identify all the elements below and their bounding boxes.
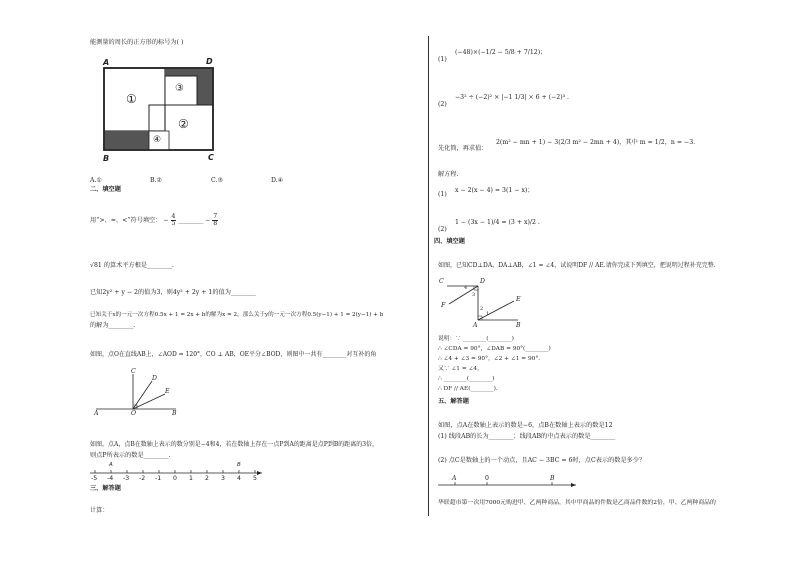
compare-prefix: 用“>、=、<”符号填空：	[90, 217, 162, 224]
calc-1-expression: (−48)×(−1/2 − 5/8 + 7/12)；	[455, 49, 547, 56]
numline-tick-3: 3	[221, 475, 225, 482]
angle-label-e: E	[165, 388, 170, 395]
section-4-heading: 四、填空题	[434, 238, 465, 245]
proof-line-4: 又∵ ∠1 = ∠4，	[438, 366, 483, 372]
section-3-heading: 三、解答题	[90, 485, 121, 492]
proof-label-f: F	[441, 302, 446, 309]
proof-line-3: ∴ ∠4 + ∠3 = 90°，∠2 + ∠1 = 90°.	[438, 356, 541, 362]
simplify-expression: 2(m² − mn + 1) − 3(2/3 m² − 2mn + 4)，其中 m = 1/2，n = −3.	[496, 139, 696, 146]
numline-tick-m3: -3	[123, 475, 130, 482]
numline-tick-1: 1	[189, 475, 193, 482]
proof-angle-3: 3	[472, 292, 476, 298]
compare-fraction-a: $\frac{4}{5}$	[171, 213, 176, 227]
solve-2-label: (2)	[438, 226, 447, 233]
proof-line-6: ∴ DF // AE(________).	[438, 386, 498, 392]
square-3-label: ③	[175, 83, 184, 94]
equation-question-line1: 已知关于x的一元一次方程0.5x + 1 = 2x + b的解为x = 2，那么关于y的一元一次方程0.5(y−1) + 1 = 2(y−1) + b	[90, 312, 384, 318]
proof-line-5: ∴ ________(________)	[438, 376, 495, 382]
section-2-heading: 二、填空题	[90, 186, 121, 193]
section-5-heading: 五、解答题	[438, 398, 469, 405]
angle-label-b: B	[172, 410, 177, 417]
choice-b: B.②	[150, 177, 163, 184]
proof-label-d: D	[480, 278, 485, 285]
square-2-label: ②	[178, 117, 189, 131]
numline2-label-0: 0	[485, 475, 489, 482]
sqrt-question: √81 的算术平方根是________.	[90, 262, 174, 269]
proof-label-a: A	[473, 322, 478, 329]
proof-angle-2: 2	[480, 306, 484, 312]
numline-question-line2: 则点P所表示的数是________.	[90, 452, 171, 459]
compare-minus-a: −	[163, 217, 169, 224]
last-question: 华联超市第一次用7000元购进甲、乙两种商品，其中甲商品的件数是乙商品件数的2倍，甲、乙两种商品的	[438, 500, 716, 506]
proof-line-1: 说明：∵ ________(________)	[438, 336, 514, 342]
choice-c: C.③	[211, 177, 224, 184]
numline-tick-0: 0	[173, 475, 177, 482]
numline-tick-m2: -2	[139, 475, 146, 482]
angle-label-d: D	[152, 375, 157, 382]
square-question: 能测量的周长的正方形的标号为( )	[90, 39, 184, 46]
numline-tick-2: 2	[205, 475, 209, 482]
answer-sub-2: (2) 点C是数轴上的一个动点，且AC − 3BC = 6时，点C表示的数是多少？	[438, 457, 646, 464]
numline-tick-m5: -5	[91, 475, 98, 482]
square-label-b: B	[103, 154, 110, 163]
numline-tick-5: 5	[253, 475, 257, 482]
numline2-label-b: B	[550, 475, 555, 482]
calc-2-expression: −3² ÷ (−2)² × |−1 1/3| × 6 + (−2)³ .	[455, 94, 570, 101]
square-1-label: ①	[126, 92, 137, 106]
solve-1-expression: x − 2(x − 4) = 3(1 − x)；	[455, 187, 534, 194]
answer-question: 如图，点A在数轴上表示的数是−6，点B在数轴上表示的数是12	[438, 422, 613, 429]
square-label-c: C	[208, 153, 214, 162]
numline-point-b: B	[237, 462, 241, 468]
proof-question: 如图，已知CD⊥DA，DA⊥AB，∠1 = ∠4，试说明DF // AE.请你完成下列填空，把说明过程补充完整.	[438, 262, 716, 269]
calc-heading: 计算：	[90, 507, 109, 514]
calc-1-label: (1)	[438, 56, 447, 63]
compare-fraction-b: $\frac{7}{8}$	[213, 213, 218, 227]
poly-question: 已知2y² + y − 2的值为3，则4y² + 2y + 1的值为________	[90, 289, 256, 296]
numline-tick-m4: -4	[107, 475, 114, 482]
solve-2-expression: 1 − (3x − 1)/4 = (3 + x)/2 .	[455, 219, 540, 226]
angle-label-a: A	[94, 410, 99, 417]
angle-label-c: C	[131, 368, 136, 375]
proof-label-b: B	[516, 322, 521, 329]
equation-question-line2: 的解为________.	[90, 322, 136, 329]
numline-point-a: A	[109, 462, 113, 468]
numline-question-line1: 如图，点A，点B在数轴上表示的数分别是−4和4，若在数轴上存在一点P到A的距离是点P到B的距离的3倍，	[90, 441, 379, 448]
proof-angle-1: 1	[486, 311, 490, 317]
proof-line-2: ∴ ∠CDA = 90°，∠DAB = 90°(________)	[438, 346, 551, 352]
square-4-label: ④	[153, 135, 162, 145]
angle-question: 如图，点O在直线AB上，∠AOD = 120°，CO ⊥ AB，OE平分∠BOD，则图中一共有________对互补的角	[90, 351, 377, 358]
angle-label-o: O	[131, 410, 137, 417]
simplify-prefix: 先化简，再求值：	[438, 145, 488, 152]
proof-label-c: C	[439, 278, 444, 285]
compare-minus-b: −	[205, 217, 211, 224]
answer-sub-1: (1) 线段AB的长为________；线段AB的中点表示的数是________	[438, 433, 616, 440]
solve-heading: 解方程.	[438, 171, 459, 178]
choice-a: A.①	[90, 177, 102, 184]
choice-d: D.④	[271, 177, 284, 184]
numline-tick-4: 4	[237, 475, 241, 482]
numline-tick-m1: -1	[155, 475, 162, 482]
square-label-a: A	[103, 58, 110, 67]
proof-angle-4: 4	[464, 285, 468, 291]
solve-1-label: (1)	[438, 191, 447, 198]
proof-label-e: E	[516, 296, 521, 303]
compare-blank: ________	[178, 217, 204, 224]
numline2-label-a: A	[452, 475, 457, 482]
calc-2-label: (2)	[438, 101, 447, 108]
square-label-d: D	[206, 57, 213, 66]
